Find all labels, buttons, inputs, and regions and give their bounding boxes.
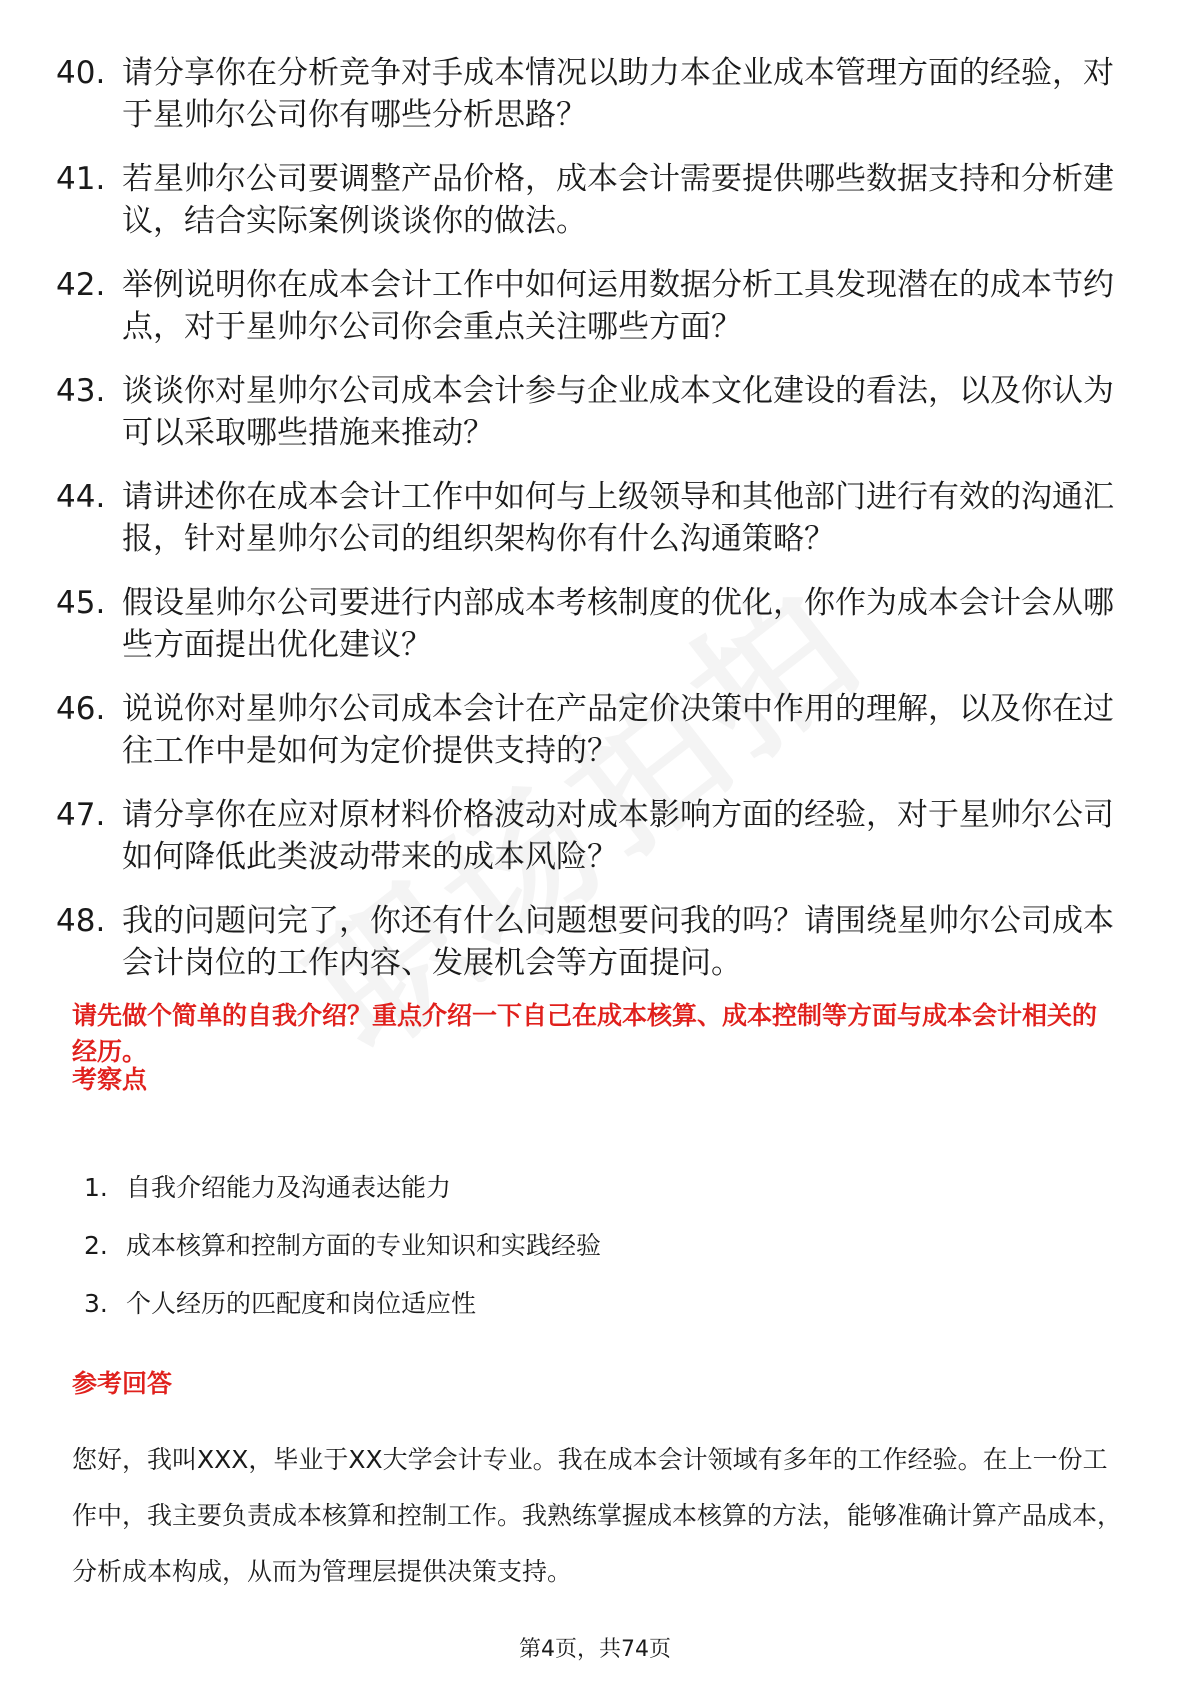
question-item: [56, 582, 1116, 666]
question-text: 举例说明你在成本会计工作中如何运用数据分析工具发现潜在的成本节约点，对于星帅尔公司你会重点关注哪些方面？: [122, 267, 1114, 345]
question-number: 47.: [56, 797, 106, 833]
point-item: [84, 1228, 1084, 1286]
question-number: 42.: [56, 267, 106, 303]
point-number: 2.: [84, 1231, 108, 1260]
question-text: 谈谈你对星帅尔公司成本会计参与企业成本文化建设的看法，以及你认为可以采取哪些措施来推动？: [122, 373, 1114, 451]
question-number: 40.: [56, 55, 106, 91]
point-number: 1.: [84, 1173, 108, 1202]
answer-heading: 参考回答: [72, 1369, 173, 1398]
question-item: [56, 900, 1116, 984]
point-text: 个人经历的匹配度和岗位适应性: [126, 1289, 477, 1318]
question-number: 43.: [56, 373, 106, 409]
question-item: [56, 52, 1116, 136]
question-number: 44.: [56, 479, 106, 515]
question-item: [56, 264, 1116, 348]
question-item: [56, 476, 1116, 560]
question-item: [56, 370, 1116, 454]
point-item: [84, 1286, 1084, 1344]
question-text: 请分享你在应对原材料价格波动对成本影响方面的经验，对于星帅尔公司如何降低此类波动带来的成本风险？: [122, 797, 1114, 875]
point-text: 成本核算和控制方面的专业知识和实践经验: [126, 1231, 602, 1260]
question-text: 说说你对星帅尔公司成本会计在产品定价决策中作用的理解，以及你在过往工作中是如何为定价提供支持的？: [122, 691, 1114, 769]
question-item: [56, 158, 1116, 242]
page-footer: 第4页，共74页: [519, 1637, 671, 1662]
question-text: 假设星帅尔公司要进行内部成本考核制度的优化，你作为成本会计会从哪些方面提出优化建议？: [122, 585, 1114, 663]
question-text: 请讲述你在成本会计工作中如何与上级领导和其他部门进行有效的沟通汇报，针对星帅尔公司的组织架构你有什么沟通策略？: [122, 479, 1114, 557]
question-text: 我的问题问完了，你还有什么问题想要问我的吗？请围绕星帅尔公司成本会计岗位的工作内容、发展机会等方面提问。: [122, 903, 1114, 981]
point-number: 3.: [84, 1289, 108, 1318]
question-number: 46.: [56, 691, 106, 727]
answer-text: 您好，我叫XXX，毕业于XX大学会计专业。我在成本会计领域有多年的工作经验。在上一份工作中，我主要负责成本核算和控制工作。我熟练掌握成本核算的方法，能够准确计算产品成本，分析成本构成，从而为管理层提供决策支持。: [72, 1445, 1123, 1586]
question-number: 41.: [56, 161, 106, 197]
question-list: [56, 52, 1116, 1006]
question-number: 48.: [56, 903, 106, 939]
question-item: [56, 688, 1116, 772]
points-list: [84, 1170, 1084, 1344]
point-text: 自我介绍能力及沟通表达能力: [126, 1173, 452, 1202]
points-heading: 考察点: [72, 1065, 148, 1094]
point-item: [84, 1170, 1084, 1228]
highlight-question: 请先做个简单的自我介绍？重点介绍一下自己在成本核算、成本控制等方面与成本会计相关的经历。: [72, 1001, 1098, 1066]
question-text: 请分享你在分析竞争对手成本情况以助力本企业成本管理方面的经验，对于星帅尔公司你有哪些分析思路？: [122, 55, 1114, 133]
question-item: [56, 794, 1116, 878]
question-text: 若星帅尔公司要调整产品价格，成本会计需要提供哪些数据支持和分析建议，结合实际案例谈谈你的做法。: [122, 161, 1114, 239]
question-number: 45.: [56, 585, 106, 621]
